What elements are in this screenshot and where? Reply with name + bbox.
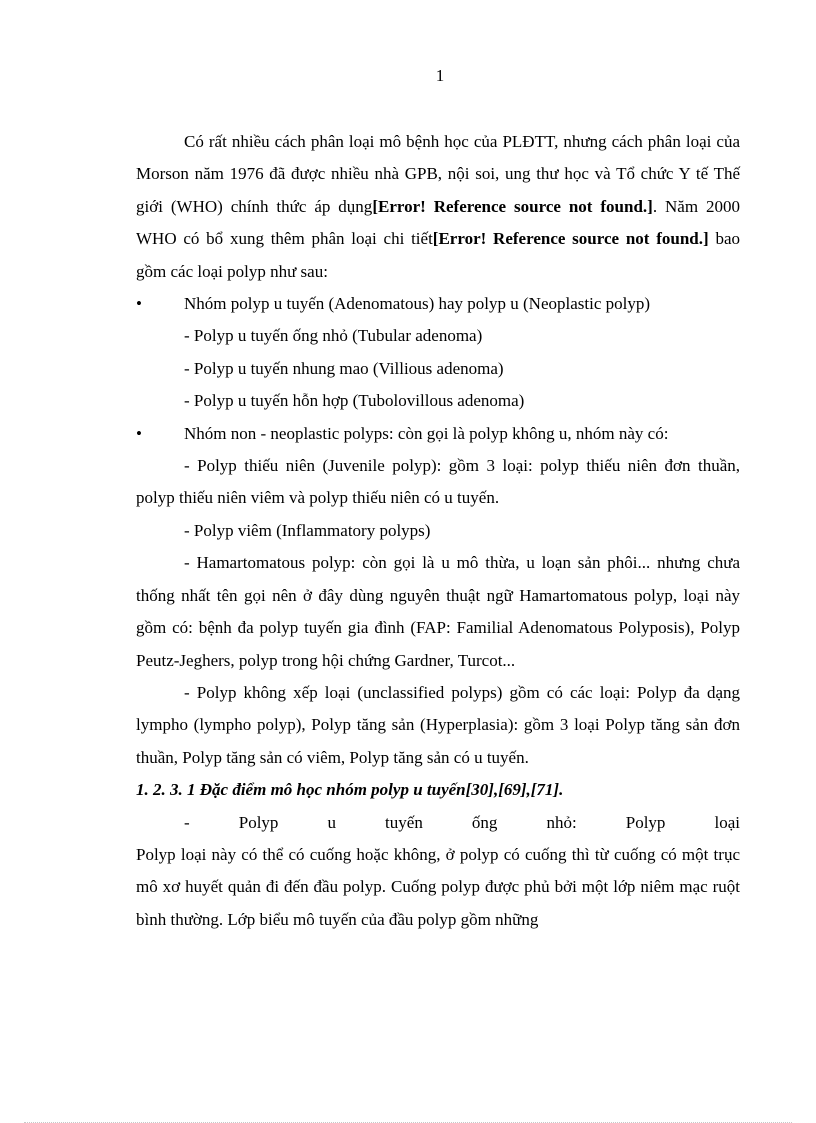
hamartomatous-polyp-paragraph: - Hamartomatous polyp: còn gọi là u mô thừa, u loạn sản phôi... nhưng chưa thống nhất tên gọi nên ở đây dùng nguyên thuật ngữ Hamartomatous polyp, loại này gồm có: bệnh đa polyp tuyến gia đình (FAP: Familial Adenomatous Polyposis), Polyp Peutz-Jeghers, polyp trong hội chứng Gardner, Turcot... [136, 553, 740, 670]
tubular-adenoma-lead [136, 807, 740, 839]
lead-word: u [327, 812, 336, 832]
intro-text-3: bao gồm các loại polyp như sau: [136, 229, 740, 281]
intro-text-1: Có rất nhiều cách phân loại mô bệnh học của PLĐTT, nhưng cách phân loại của Morson năm 1976 đã được nhiều nhà GPB, nội soi, ung thư học và Tổ chức Y tế Thế giới (WHO) chính thức áp dụng [136, 132, 740, 216]
lead-word: tuyến [385, 812, 423, 832]
list-item: - Polyp u tuyến nhung mao (Villious adenoma) [184, 358, 504, 378]
intro-text-2: . Năm 2000 WHO có bổ xung thêm phân loại chi tiết [136, 196, 741, 249]
lead-word: loại [714, 812, 740, 832]
juvenile-polyp-paragraph: - Polyp thiếu niên (Juvenile polyp): gồm 3 loại: polyp thiếu niên đơn thuần, polyp thiếu niên viêm và polyp thiếu niên có u tuyến. [136, 456, 740, 508]
lead-word: nhỏ: [546, 812, 577, 832]
lead-word: ống [471, 812, 498, 832]
page-number: 1 [435, 66, 445, 85]
document-body [136, 126, 740, 936]
bullet-icon: • [136, 423, 142, 443]
bullet-icon: • [136, 294, 142, 314]
bullet-text: Nhóm non - neoplastic polyps: còn gọi là polyp không u, nhóm này có: [184, 423, 669, 443]
bullet-non-neoplastic [136, 418, 740, 450]
list-item: - Polyp u tuyến ống nhỏ (Tubular adenoma) [184, 326, 483, 346]
list-item: - Polyp u tuyến hỗn hợp (Tubolovillous adenoma) [184, 391, 525, 411]
reference-error-2: [Error! Reference source not found.] [432, 229, 709, 249]
lead-word: Polyp [238, 812, 279, 832]
inflammatory-polyp-item: - Polyp viêm (Inflammatory polyps) [184, 520, 431, 540]
bullet-adenomatous [136, 288, 740, 320]
section-heading: 1. 2. 3. 1 Đặc điểm mô học nhóm polyp u tuyến[30],[69],[71]. [136, 780, 564, 800]
lead-word: - [184, 812, 190, 832]
reference-error-1: [Error! Reference source not found.] [372, 196, 653, 216]
unclassified-polyp-paragraph: - Polyp không xếp loại (unclassified polyps) gồm có các loại: Polyp đa dạng lympho (lympho polyp), Polyp tăng sản (Hyperplasia): gồm 3 loại Polyp tăng sản đơn thuần, Polyp tăng sản có viêm, Polyp tăng sản có u tuyến. [136, 682, 740, 767]
bullet-text: Nhóm polyp u tuyến (Adenomatous) hay polyp u (Neoplastic polyp) [184, 294, 651, 314]
tubular-adenoma-paragraph: Polyp loại này có thể có cuống hoặc không, ở polyp có cuống thì từ cuống có một trục mô xơ huyết quản đi đến đầu polyp. Cuống polyp được phủ bởi một lớp niêm mạc ruột bình thường. Lớp biểu mô tuyến của đầu polyp gồm những [136, 844, 740, 929]
intro-paragraph [136, 126, 740, 288]
lead-word: Polyp [625, 812, 666, 832]
